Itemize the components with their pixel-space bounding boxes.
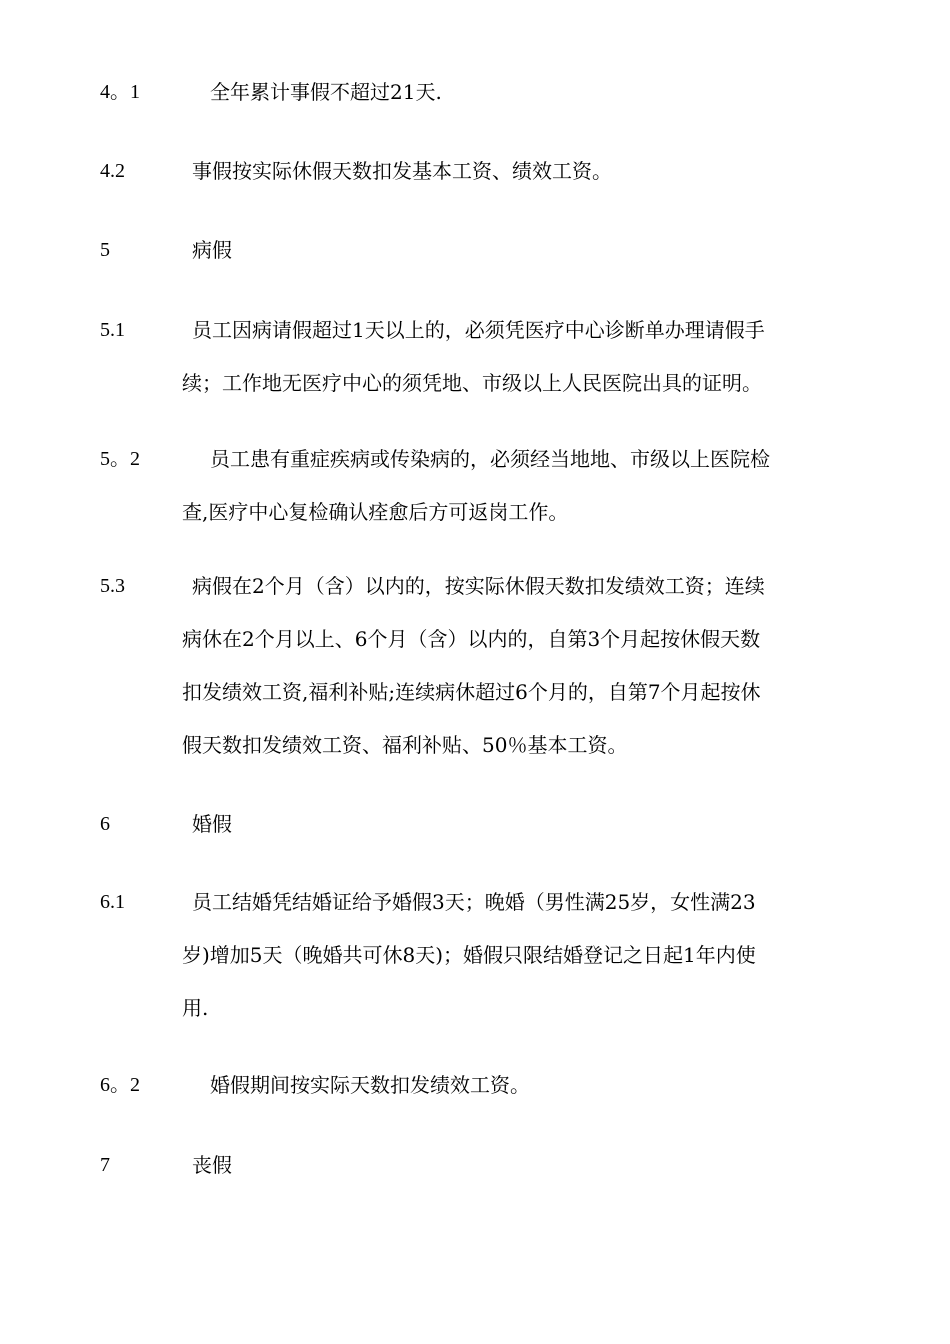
clause-text-line: 续；工作地无医疗中心的须凭地、市级以上人民医院出具的证明。 [182, 371, 762, 395]
section-number: 5 [100, 239, 110, 261]
clause-text-line: 岁)增加5天（晚婚共可休8天)；婚假只限结婚登记之日起1年内使 [182, 943, 756, 967]
clause-text: 全年累计事假不超过21天. [210, 80, 442, 104]
clause-text-line: 员工结婚凭结婚证给予婚假3天；晚婚（男性满25岁，女性满23 [192, 890, 756, 914]
clause-number: 5.3 [100, 575, 125, 597]
clause-number: 6。2 [100, 1074, 140, 1096]
clause-text: 事假按实际休假天数扣发基本工资、绩效工资。 [192, 159, 612, 183]
clause-text-line: 查,医疗中心复检确认痊愈后方可返岗工作。 [182, 500, 569, 524]
clause-text-line: 假天数扣发绩效工资、福利补贴、50％基本工资。 [182, 733, 628, 757]
clause-text-line: 扣发绩效工资,福利补贴;连续病休超过6个月的，自第7个月起按休 [182, 680, 761, 704]
section-heading: 病假 [192, 238, 232, 262]
section-heading: 婚假 [192, 812, 232, 836]
clause-number: 5.1 [100, 319, 125, 341]
clause-text-line: 员工因病请假超过1天以上的，必须凭医疗中心诊断单办理请假手 [192, 318, 765, 342]
clause-text-line: 病假在2个月（含）以内的，按实际休假天数扣发绩效工资；连续 [192, 574, 765, 598]
clause-text-line: 用. [182, 996, 209, 1020]
section-number: 7 [100, 1154, 110, 1176]
section-number: 6 [100, 813, 110, 835]
clause-text-line: 病休在2个月以上、6个月（含）以内的，自第3个月起按休假天数 [182, 627, 761, 651]
clause-text-line: 员工患有重症疾病或传染病的，必须经当地地、市级以上医院检 [210, 447, 770, 471]
section-heading: 丧假 [192, 1153, 232, 1177]
clause-number: 4.2 [100, 160, 125, 182]
clause-number: 4。1 [100, 81, 140, 103]
clause-text: 婚假期间按实际天数扣发绩效工资。 [210, 1073, 530, 1097]
clause-number: 6.1 [100, 891, 125, 913]
clause-number: 5。2 [100, 448, 140, 470]
